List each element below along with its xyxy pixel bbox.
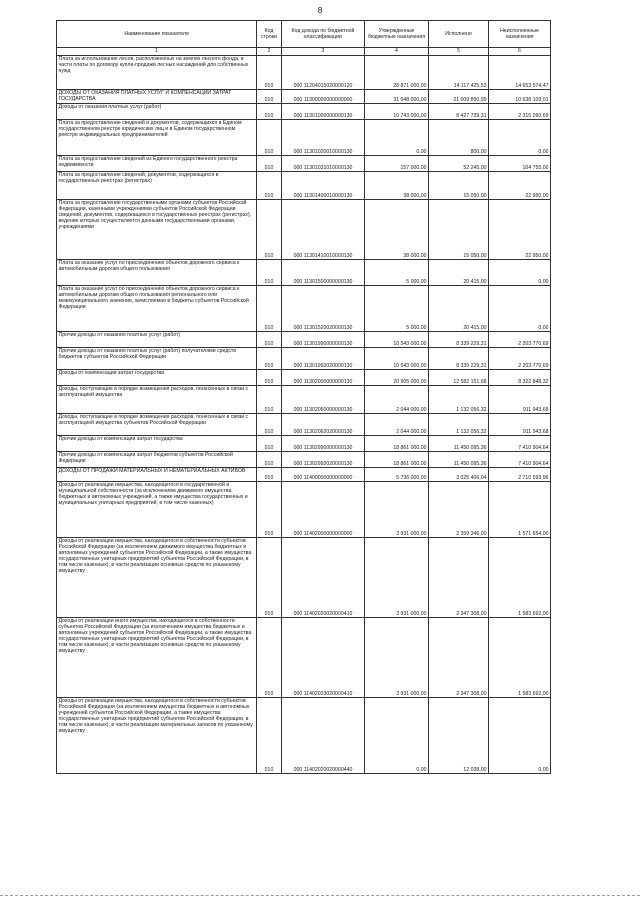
unexecuted-value: 7 410 904,64 [489,436,551,452]
approved-value: 2 044 000,00 [365,414,429,436]
unexecuted-value: 22 950,00 [489,200,551,260]
indicator-name: Доходы, поступающие в порядке возмещения расходов, понесенных в связи с эксплуатацией имущества [57,386,257,414]
executed-value: 8 339 229,31 [429,348,489,370]
unexecuted-value: 14 653 574,47 [489,56,551,90]
indicator-name: Доходы от реализации иного имущества, находящегося в собственности субъектов Российской Федерации (за исключением имущества бюджетных и автономных учреждений субъектов Российской Федерации, а также имущества государственных унитарных предприятий субъектов Российской Федерации, в том числе казенных), в части реализации основных средств по указанному имуществу [57,618,257,698]
indicator-name: Доходы от реализации имущества, находящегося в собственности субъектов Российской Федерации (за исключением имущества бюджетных и автономных учреждений субъектов Российской Федерации, а также имущества государственных унитарных предприятий субъектов Российской Федерации, в том числе казенных), в части реализации материальных запасов по указанному имуществу [57,698,257,774]
table-row [57,414,551,436]
unexecuted-value: 911 943,68 [489,414,551,436]
budget-execution-table [56,20,551,774]
row-code: 010 [257,120,282,156]
table-row [57,200,551,260]
budget-code: 000 11301400010000130 [282,172,365,200]
table-row [57,370,551,386]
unexecuted-value: 2 315 260,69 [489,104,551,120]
table-row [57,120,551,156]
executed-value: 52 245,00 [429,156,489,172]
row-code: 010 [257,348,282,370]
unexecuted-value: 2 710 593,96 [489,468,551,482]
approved-value: 10 743 000,00 [365,104,429,120]
budget-code: 000 11301020010000130 [282,120,365,156]
row-code: 010 [257,538,282,618]
budget-code: 000 11301990000000130 [282,332,365,348]
unexecuted-value: 7 410 904,64 [489,452,551,468]
table-header-row [57,21,551,48]
column-number: 6 [489,48,551,56]
approved-value: 10 543 000,00 [365,332,429,348]
row-code: 010 [257,172,282,200]
table-row [57,90,551,104]
approved-value: 18 861 000,00 [365,452,429,468]
unexecuted-value: 2 203 770,69 [489,348,551,370]
column-number-row [57,48,551,56]
unexecuted-value: 2 203 770,69 [489,332,551,348]
executed-value: 1 132 056,32 [429,386,489,414]
executed-value: 3 025 406,04 [429,468,489,482]
indicator-name: ДОХОДЫ ОТ ПРОДАЖИ МАТЕРИАЛЬНЫХ И НЕМАТЕРИАЛЬНЫХ АКТИВОВ [57,468,257,482]
budget-code: 000 11302062020000130 [282,414,365,436]
indicator-name: Доходы от оказания платных услуг (работ) [57,104,257,120]
unexecuted-value: 22 950,00 [489,172,551,200]
budget-code: 000 11204015020000120 [282,56,365,90]
row-code: 010 [257,414,282,436]
header-executed: Исполнено [429,21,489,48]
executed-value: 2 347 308,00 [429,618,489,698]
indicator-name: Доходы от реализации имущества, находящегося в собственности субъектов Российской Федерации (за исключением движимого имущества бюджетных и автономных учреждений субъектов Российской Федерации, а также имущества государственных унитарных предприятий субъектов Российской Федерации, в том числе казенных), в части реализации основных средств по указанному имуществу [57,538,257,618]
indicator-name: Доходы от компенсации затрат государства [57,370,257,386]
indicator-name: Плата за оказание услуг по присоединению объектов дорожного сервиса к автомобильным дорогам общего пользования [57,260,257,286]
row-code: 010 [257,698,282,774]
table-row [57,348,551,370]
indicator-name: Доходы, поступающие в порядке возмещения расходов, понесенных в связи с эксплуатацией имущества субъектов Российской Федерации [57,414,257,436]
column-number: 4 [365,48,429,56]
approved-value: 5 736 000,00 [365,468,429,482]
table-row [57,538,551,618]
approved-value: 18 861 000,00 [365,436,429,452]
row-code: 010 [257,332,282,348]
table-row [57,156,551,172]
executed-value: 14 117 425,53 [429,56,489,90]
header-row-code: Код строки [257,21,282,48]
budget-code: 000 11300000000000000 [282,90,365,104]
row-code: 010 [257,56,282,90]
table-row [57,172,551,200]
indicator-name: ДОХОДЫ ОТ ОКАЗАНИЯ ПЛАТНЫХ УСЛУГ И КОМПЕНСАЦИИ ЗАТРАТ ГОСУДАРСТВА [57,90,257,104]
row-code: 010 [257,452,282,468]
budget-code: 000 11302000000000130 [282,370,365,386]
approved-value: 10 543 000,00 [365,348,429,370]
table-row [57,286,551,332]
row-code: 010 [257,260,282,286]
approved-value: 28 871 000,00 [365,56,429,90]
executed-value: 15 050,00 [429,172,489,200]
indicator-name: Доходы от реализации имущества, находящегося в государственной и муниципальной собственности (за исключением движимого имущества бюджетных и автономных учреждений, а также имущества государственных и муниципальных унитарных предприятий, в том числе казенных) [57,482,257,538]
executed-value: 20 415,00 [429,286,489,332]
scan-edge-line [0,895,640,896]
budget-code: 000 11301992020000130 [282,348,365,370]
table-row [57,482,551,538]
unexecuted-value: 1 583 692,00 [489,538,551,618]
executed-value: 2 359 346,00 [429,482,489,538]
table-row [57,386,551,414]
approved-value: 38 000,00 [365,172,429,200]
unexecuted-value: 0,00 [489,698,551,774]
budget-code: 000 11301500000000130 [282,260,365,286]
executed-value: 11 450 095,36 [429,452,489,468]
executed-value: 20 415,00 [429,260,489,286]
header-unexecuted: Неисполненные назначения [489,21,551,48]
column-number: 1 [57,48,257,56]
approved-value: 2 044 000,00 [365,386,429,414]
table-row [57,260,551,286]
table-row [57,104,551,120]
page-number: 8 [317,6,323,15]
approved-value: 20 905 000,00 [365,370,429,386]
indicator-name: Плата за использование лесов, расположенных на землях лесного фонда, в части платы по договору купли-продажи лесных насаждений для собственных нужд [57,56,257,90]
row-code: 010 [257,104,282,120]
executed-value: 15 050,00 [429,200,489,260]
unexecuted-value: 0,00 [489,286,551,332]
row-code: 010 [257,468,282,482]
column-number: 3 [282,48,365,56]
budget-code: 000 11302990000000130 [282,436,365,452]
unexecuted-value: 8 322 848,32 [489,370,551,386]
approved-value: 3 931 000,00 [365,538,429,618]
budget-code: 000 11402020020000410 [282,538,365,618]
row-code: 010 [257,286,282,332]
table-row [57,618,551,698]
approved-value: 5 000,00 [365,286,429,332]
table-row [57,452,551,468]
approved-value: 3 931 000,00 [365,618,429,698]
executed-value: 12 038,00 [429,698,489,774]
budget-code: 000 11302992020000130 [282,452,365,468]
approved-value: 38 000,00 [365,200,429,260]
unexecuted-value: 1 571 654,00 [489,482,551,538]
row-code: 010 [257,156,282,172]
row-code: 010 [257,90,282,104]
unexecuted-value: 10 638 109,01 [489,90,551,104]
approved-value: 5 000,00 [365,260,429,286]
budget-code: 000 11301000000000130 [282,104,365,120]
indicator-name: Плата за оказание услуг по присоединению объектов дорожного сервиса к автомобильным дорогам общего пользования регионального или межмуниципального значения, зачисляемая в бюджеты субъектов Российской Федерации [57,286,257,332]
executed-value: 21 009 890,99 [429,90,489,104]
executed-value: 1 132 056,32 [429,414,489,436]
table-body [57,56,551,774]
indicator-name: Прочие доходы от компенсации затрат государства [57,436,257,452]
row-code: 010 [257,618,282,698]
budget-code: 000 11400000000000000 [282,468,365,482]
row-code: 010 [257,386,282,414]
table-row [57,468,551,482]
approved-value: 31 648 000,00 [365,90,429,104]
row-code: 010 [257,482,282,538]
budget-code: 000 11301410010000130 [282,200,365,260]
indicator-name: Прочие доходы от оказания платных услуг (работ) [57,332,257,348]
indicator-name: Плата за предоставление сведений из Единого государственного реестра недвижимости [57,156,257,172]
table-row [57,332,551,348]
table-row [57,436,551,452]
budget-code: 000 11402023020000410 [282,618,365,698]
table-row [57,698,551,774]
header-approved: Утвержденные бюджетные назначения [365,21,429,48]
approved-value: 0,00 [365,698,429,774]
executed-value: 8 339 229,31 [429,332,489,348]
budget-code: 000 11301520020000130 [282,286,365,332]
column-number: 2 [257,48,282,56]
indicator-name: Плата за предоставление государственными органами субъектов Российской Федерации, казенными учреждениями субъектов Российской Федерации сведений, документов, содержащихся в государственных реестрах (регистрах), ведение которых осуществляется данными государственными органами, учреждениями [57,200,257,260]
executed-value: 11 450 095,36 [429,436,489,452]
row-code: 010 [257,370,282,386]
table-row [57,56,551,90]
unexecuted-value: 0,00 [489,120,551,156]
approved-value: 3 931 000,00 [365,482,429,538]
indicator-name: Прочие доходы от компенсации затрат бюджетов субъектов Российской Федерации [57,452,257,468]
executed-value: 800,00 [429,120,489,156]
budget-code: 000 11302060000000130 [282,386,365,414]
column-number: 5 [429,48,489,56]
approved-value: 0,00 [365,120,429,156]
executed-value: 8 427 739,31 [429,104,489,120]
unexecuted-value: 911 943,68 [489,386,551,414]
unexecuted-value: 104 755,00 [489,156,551,172]
unexecuted-value: 0,00 [489,260,551,286]
indicator-name: Плата за предоставление сведений, документов, содержащихся в государственных реестрах (регистрах) [57,172,257,200]
budget-code: 000 11301031010000130 [282,156,365,172]
approved-value: 157 000,00 [365,156,429,172]
executed-value: 12 582 151,68 [429,370,489,386]
row-code: 010 [257,200,282,260]
unexecuted-value: 1 583 692,00 [489,618,551,698]
indicator-name: Прочие доходы от оказания платных услуг (работ) получателями средств бюджетов субъектов Российской Федерации [57,348,257,370]
header-indicator-name: Наименование показателя [57,21,257,48]
header-budget-code: Код дохода по бюджетной классификации [282,21,365,48]
budget-code: 000 11402020020000440 [282,698,365,774]
row-code: 010 [257,436,282,452]
budget-code: 000 11402000000000000 [282,482,365,538]
indicator-name: Плата за предоставление сведений и документов, содержащихся в Едином государственном реестре юридических лиц и в Едином государственном реестре индивидуальных предпринимателей [57,120,257,156]
executed-value: 2 347 308,00 [429,538,489,618]
